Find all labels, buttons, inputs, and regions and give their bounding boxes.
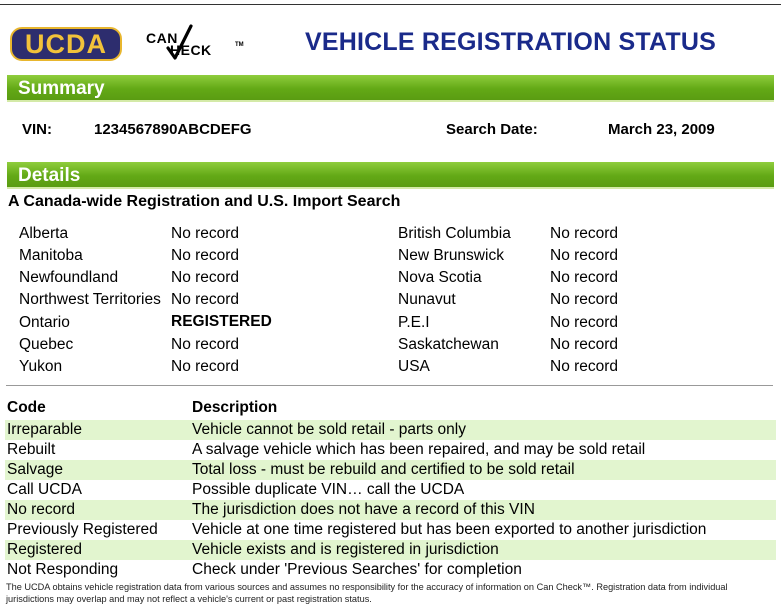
legend-description: Vehicle at one time registered but has been exported to another jurisdiction (192, 521, 707, 538)
jurisdiction-name: Nova Scotia (398, 269, 482, 286)
divider (6, 385, 773, 386)
jurisdiction-status: No record (550, 314, 619, 331)
legend-description: Total loss - must be rebuild and certified to be sold retail (192, 461, 575, 478)
jurisdiction-status: No record (550, 291, 619, 308)
jurisdiction-status: No record (550, 225, 619, 242)
jurisdiction-status: No record (550, 336, 619, 353)
jurisdiction-name: Ontario (19, 314, 70, 331)
jurisdiction-name: USA (398, 358, 430, 375)
ucda-logo-text: UCDA (25, 28, 107, 59)
can-check-logo-check: HECK (170, 42, 212, 58)
jurisdiction-status: No record (171, 291, 240, 308)
vin-value: 1234567890ABCDEFG (94, 121, 252, 138)
jurisdiction-name: Quebec (19, 336, 74, 353)
jurisdiction-status: No record (171, 358, 240, 375)
legend-description: A salvage vehicle which has been repaired, and may be sold retail (192, 441, 646, 458)
jurisdiction-name: Saskatchewan (398, 336, 499, 353)
legend-row (5, 560, 776, 580)
legend-row (5, 480, 776, 500)
legend-code: Irreparable (7, 421, 82, 438)
summary-band: Summary (7, 75, 774, 102)
jurisdiction-name: Nunavut (398, 291, 456, 308)
jurisdiction-status: No record (550, 269, 619, 286)
jurisdiction-status: No record (171, 247, 240, 264)
page-title: VEHICLE REGISTRATION STATUS (305, 28, 716, 56)
legend-row (5, 540, 776, 560)
legend-description: Vehicle exists and is registered in jurisdiction (192, 541, 499, 558)
search-date-value: March 23, 2009 (608, 121, 715, 138)
legend-row (5, 440, 776, 460)
can-check-logo-tm: TM (235, 42, 244, 48)
jurisdiction-status-registered: REGISTERED (171, 313, 272, 330)
legend-code: Not Responding (7, 561, 119, 578)
jurisdiction-status: No record (171, 336, 240, 353)
jurisdiction-name: New Brunswick (398, 247, 504, 264)
legend-description-header: Description (192, 399, 278, 416)
details-band: Details (7, 162, 774, 189)
legend-row (5, 460, 776, 480)
legend-code: Rebuilt (7, 441, 56, 458)
top-rule (0, 4, 781, 5)
legend-description: Check under 'Previous Searches' for completion (192, 561, 522, 578)
disclaimer-footnote: The UCDA obtains vehicle registration data from various sources and assumes no responsibility for the accuracy of information on Can Check™. Registration data from individual jurisdictions may overlap and may not reflect a vehicle's current or past registration status. (6, 582, 728, 604)
can-check-logo (146, 24, 246, 64)
legend-row (5, 520, 776, 540)
jurisdiction-name: Northwest Territories (19, 291, 161, 308)
legend-description: Vehicle cannot be sold retail - parts only (192, 421, 466, 438)
jurisdiction-name: Newfoundland (19, 269, 119, 286)
legend-code-header: Code (7, 399, 46, 416)
vin-label: VIN: (22, 121, 52, 138)
legend-code: Previously Registered (7, 521, 158, 538)
jurisdiction-status: No record (171, 225, 240, 242)
legend-description: Possible duplicate VIN… call the UCDA (192, 481, 465, 498)
jurisdiction-name: British Columbia (398, 225, 511, 242)
jurisdiction-name: Alberta (19, 225, 69, 242)
legend-code: Call UCDA (7, 481, 82, 498)
search-date-label: Search Date: (446, 121, 538, 138)
legend-description: The jurisdiction does not have a record of this VIN (192, 501, 535, 518)
jurisdiction-name: Manitoba (19, 247, 83, 264)
jurisdiction-status: No record (171, 269, 240, 286)
can-check-logo-can: CAN (146, 30, 178, 46)
legend-code: Salvage (7, 461, 64, 478)
jurisdiction-status: No record (550, 358, 619, 375)
legend-row (5, 500, 776, 520)
jurisdiction-status: No record (550, 247, 619, 264)
legend-code: Registered (7, 541, 82, 558)
jurisdiction-name: Yukon (19, 358, 63, 375)
ucda-logo (10, 27, 122, 61)
jurisdiction-name: P.E.I (398, 314, 430, 331)
legend-row (5, 420, 776, 440)
details-subtitle: A Canada-wide Registration and U.S. Import Search (8, 193, 401, 210)
legend-code: No record (7, 501, 76, 518)
